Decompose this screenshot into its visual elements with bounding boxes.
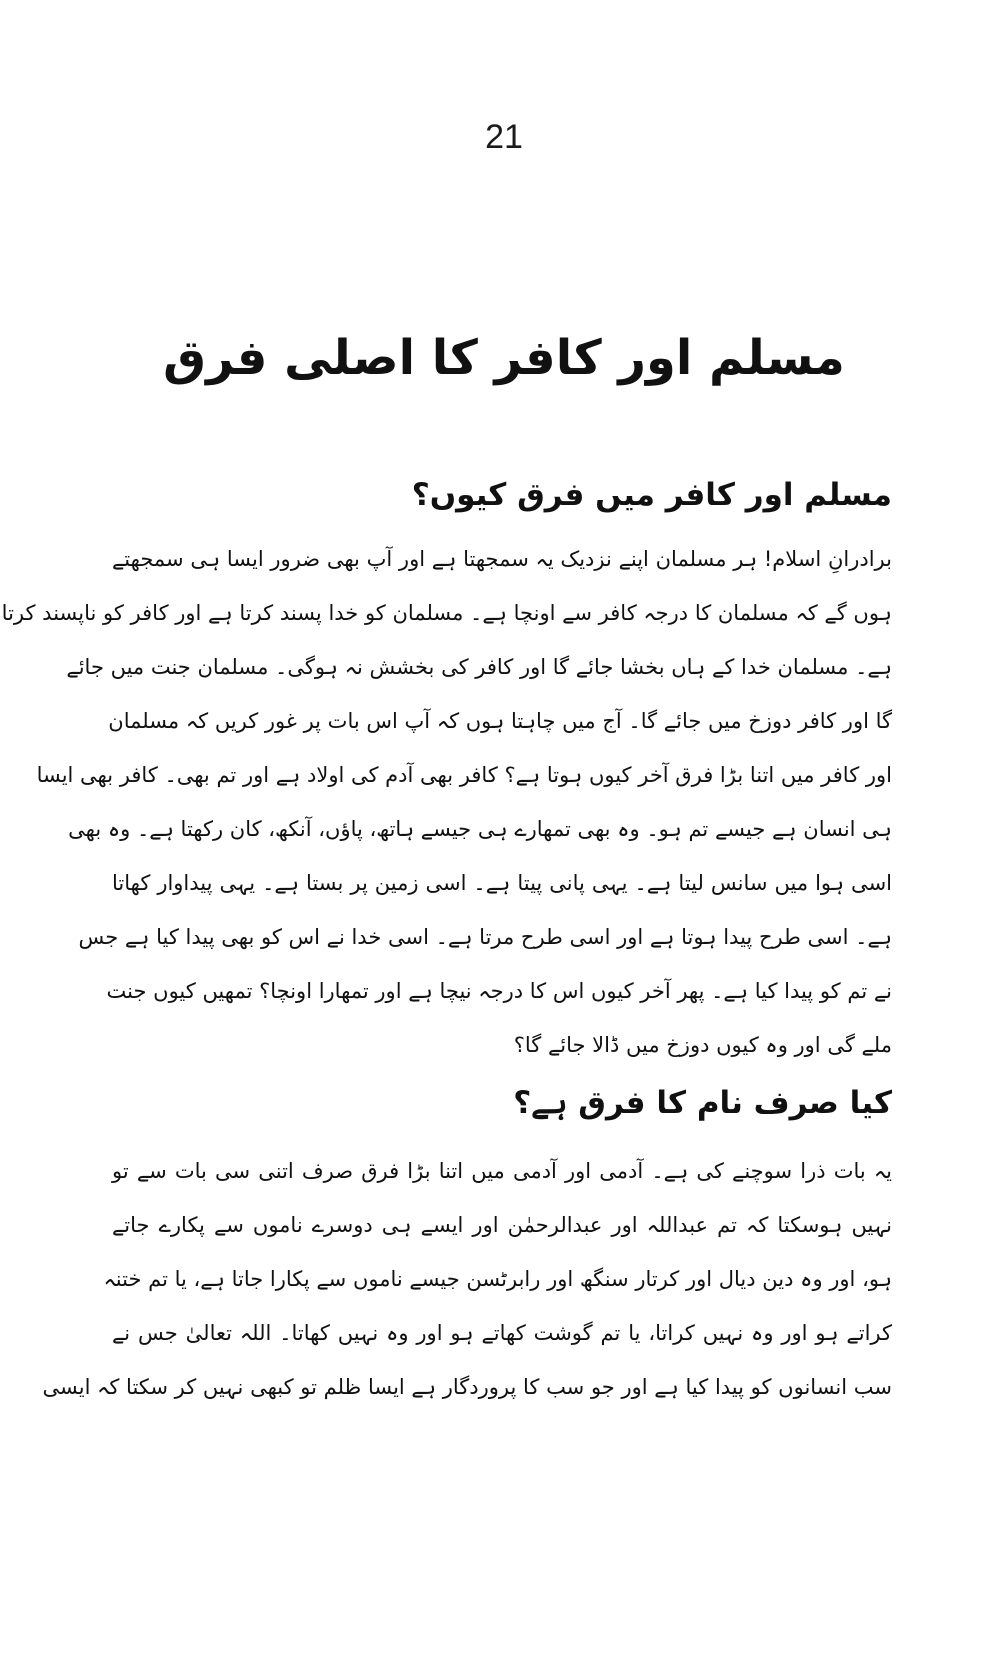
text-line: یہ بات ذرا سوچنے کی ہے۔ آدمی اور آدمی میں اتنا بڑا فرق صرف اتنی سی بات سے تو: [112, 1159, 892, 1183]
text-line: ہو، اور وہ دین دیال اور کرتار سنگھ اور رابرٹسن جیسے ناموں سے پکارا جاتا ہے، یا تم ختنہ: [103, 1267, 892, 1291]
text-line: برادرانِ اسلام! ہر مسلمان اپنے نزدیک یہ سمجھتا ہے اور آپ بھی ضرور ایسا ہی سمجھتے: [112, 547, 892, 571]
page-content: [1, 468, 892, 1414]
page-number: 21: [485, 118, 523, 156]
text-line: کراتے ہو اور وہ نہیں کراتا، یا تم گوشت کھاتے ہو اور وہ نہیں کھاتا۔ اللہ تعالیٰ جس نے: [112, 1321, 892, 1345]
paragraph: [42, 1144, 892, 1414]
text-line: سب انسانوں کو پیدا کیا ہے اور جو سب کا پروردگار ہے ایسا ظلم تو کبھی نہیں کر سکتا کہ ایسی: [42, 1375, 892, 1399]
text-line: ہوں گے کہ مسلمان کا درجہ کافر سے اونچا ہے۔ مسلمان کو خدا پسند کرتا ہے اور کافر کو ناپسند کرتا: [1, 601, 892, 625]
text-line: اسی ہوا میں سانس لیتا ہے۔ یہی پانی پیتا ہے۔ اسی زمین پر بستا ہے۔ یہی پیداوار کھاتا: [112, 871, 892, 895]
chapter-title: مسلم اور کافر کا اصلی فرق: [163, 330, 845, 386]
section-heading: مسلم اور کافر میں فرق کیوں؟: [411, 477, 892, 513]
paragraph: [1, 532, 892, 1072]
section-2: [42, 1076, 892, 1414]
text-line: ہے۔ اسی طرح پیدا ہوتا ہے اور اسی طرح مرتا ہے۔ اسی خدا نے اس کو بھی پیدا کیا ہے جس: [78, 925, 892, 949]
text-line: گا اور کافر دوزخ میں جائے گا۔ آج میں چاہتا ہوں کہ آپ اس بات پر غور کریں کہ مسلمان: [108, 709, 892, 733]
text-line: ملے گی اور وہ کیوں دوزخ میں ڈالا جائے گا؟: [513, 1033, 892, 1057]
text-line: اور کافر میں اتنا بڑا فرق آخر کیوں ہوتا ہے؟ کافر بھی آدم کی اولاد ہے اور تم بھی۔ کافر بھی ایسا: [36, 763, 892, 787]
text-line: ہی انسان ہے جیسے تم ہو۔ وہ بھی تمھارے ہی جیسے ہاتھ، پاؤں، آنکھ، کان رکھتا ہے۔ وہ بھی: [68, 817, 892, 841]
text-line: ہے۔ مسلمان خدا کے ہاں بخشا جائے گا اور کافر کی بخشش نہ ہوگی۔ مسلمان جنت میں جائے: [66, 655, 892, 679]
text-line: نے تم کو پیدا کیا ہے۔ پھر آخر کیوں اس کا درجہ نیچا ہے اور تمھارا اونچا؟ تمھیں کیوں جنت: [106, 979, 892, 1003]
section-heading: کیا صرف نام کا فرق ہے؟: [513, 1085, 892, 1121]
text-line: نہیں ہوسکتا کہ تم عبداللہ اور عبدالرحمٰن اور ایسے ہی دوسرے ناموں سے پکارے جاتے: [112, 1213, 892, 1237]
section-1: [1, 468, 892, 1072]
